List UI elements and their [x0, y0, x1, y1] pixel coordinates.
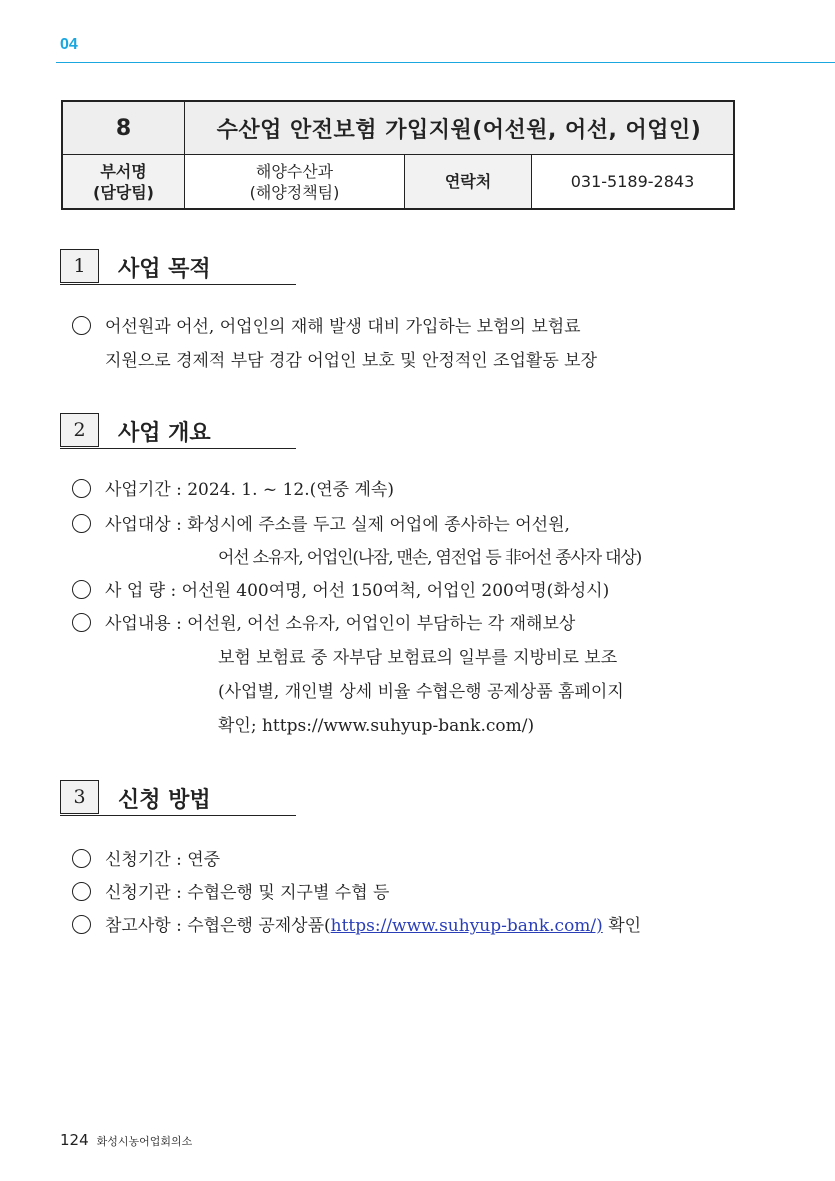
section-title: 신청 방법 — [118, 788, 211, 813]
section-heading-apply — [60, 780, 296, 816]
bullet-circle-icon — [72, 479, 91, 498]
bullet-circle-icon — [72, 580, 91, 599]
overview-amount-item — [72, 576, 609, 601]
section-title: 사업 목적 — [118, 257, 211, 282]
overview-content-item — [72, 609, 575, 634]
dept-value-line1: 해양수산과 — [255, 161, 334, 181]
program-header-table — [61, 100, 735, 210]
apply-period: 신청기간 : 연중 — [105, 850, 221, 870]
overview-content-line1: 사업내용 : 어선원, 어선 소유자, 어업인이 부담하는 각 재해보상 — [105, 614, 576, 634]
bullet-circle-icon — [72, 316, 91, 335]
page-footer — [60, 1131, 192, 1149]
apply-note-suffix: 확인 — [602, 916, 642, 936]
bullet-circle-icon — [72, 613, 91, 632]
program-number: 8 — [62, 101, 185, 155]
section-heading-overview — [60, 413, 296, 449]
overview-content-line2: 보험 보험료 중 자부담 보험료의 일부를 지방비로 보조 — [218, 648, 618, 668]
chapter-divider — [56, 62, 835, 63]
bullet-circle-icon — [72, 915, 91, 934]
apply-note-prefix: 참고사항 : 수협은행 공제상품( — [105, 916, 331, 936]
purpose-line2: 지원으로 경제적 부담 경감 어업인 보호 및 안정적인 조업활동 보장 — [105, 351, 598, 371]
section-heading-purpose — [60, 249, 296, 285]
apply-note-item — [72, 911, 641, 936]
dept-label-line2: (담당팀) — [93, 182, 154, 202]
overview-content-line3: (사업별, 개인별 상세 비율 수협은행 공제상품 홈페이지 — [218, 682, 624, 702]
page-number: 124 — [60, 1131, 89, 1149]
contact-value: 031-5189-2843 — [532, 155, 735, 210]
footer-org-name: 화성시농어업회의소 — [96, 1135, 193, 1148]
overview-target-line2: 어선 소유자, 어업인(나잠, 맨손, 염전업 등 非어선 종사자 대상) — [218, 548, 642, 568]
overview-amount: 사 업 량 : 어선원 400여명, 어선 150여척, 어업인 200여명(화성시) — [105, 581, 610, 601]
bullet-circle-icon — [72, 849, 91, 868]
chapter-number: 04 — [60, 36, 78, 53]
bullet-circle-icon — [72, 514, 91, 533]
apply-period-item — [72, 845, 220, 870]
purpose-item — [72, 312, 581, 337]
apply-agency-item — [72, 878, 389, 903]
overview-target-item — [72, 510, 570, 535]
overview-period-item — [72, 475, 394, 500]
program-title: 수산업 안전보험 가입지원(어선원, 어선, 어업인) — [185, 101, 735, 155]
overview-target-line1: 사업대상 : 화성시에 주소를 두고 실제 어업에 종사하는 어선원, — [105, 515, 570, 535]
section-number: 3 — [60, 780, 99, 814]
suhyup-bank-link[interactable]: https://www.suhyup-bank.com/) — [330, 916, 603, 936]
overview-period: 사업기간 : 2024. 1. ~ 12.(연중 계속) — [105, 480, 394, 500]
section-number: 2 — [60, 413, 99, 447]
dept-value — [185, 155, 405, 210]
overview-content-line4: 확인; https://www.suhyup-bank.com/) — [218, 716, 535, 736]
dept-label-line1: 부서명 — [100, 161, 147, 181]
dept-label — [62, 155, 185, 210]
dept-value-line2: (해양정책팀) — [249, 182, 340, 202]
section-title: 사업 개요 — [118, 421, 211, 446]
bullet-circle-icon — [72, 882, 91, 901]
purpose-line1: 어선원과 어선, 어업인의 재해 발생 대비 가입하는 보험의 보험료 — [105, 317, 581, 337]
apply-agency: 신청기관 : 수협은행 및 지구별 수협 등 — [105, 883, 390, 903]
contact-label: 연락처 — [405, 155, 532, 210]
section-number: 1 — [60, 249, 99, 283]
